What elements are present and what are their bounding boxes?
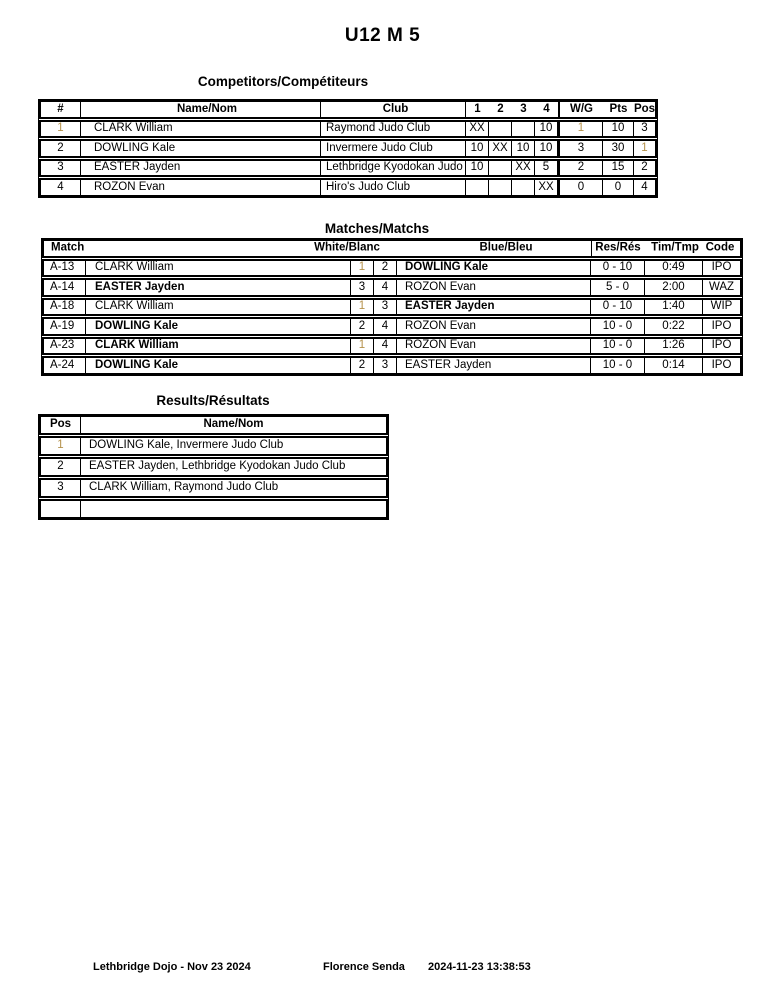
competitor-number-cell: 2 bbox=[41, 141, 81, 156]
result-pos-cell: 3 bbox=[41, 480, 81, 496]
round-1-cell: 10 bbox=[466, 161, 489, 176]
competitor-row bbox=[39, 139, 657, 158]
round-3-cell bbox=[512, 122, 535, 137]
time-cell: 1:26 bbox=[645, 339, 703, 354]
match-row bbox=[42, 356, 742, 375]
blue-number-cell: 4 bbox=[374, 280, 397, 295]
white-number-cell: 1 bbox=[351, 261, 374, 276]
competitors-table bbox=[38, 99, 658, 198]
competitor-row bbox=[39, 159, 657, 178]
round-1-cell bbox=[466, 180, 489, 195]
result-cell: 10 - 0 bbox=[591, 358, 645, 373]
round-4-cell: XX bbox=[535, 180, 558, 195]
header-divider bbox=[591, 241, 592, 256]
white-name-cell: CLARK William bbox=[86, 300, 351, 315]
competitor-club-cell: Lethbridge Kyodokan Judo bbox=[321, 161, 466, 176]
header-round2-cell: 2 bbox=[497, 102, 504, 115]
position-cell: 4 bbox=[641, 180, 648, 193]
result-pos-cell bbox=[41, 501, 81, 517]
result-name-cell: DOWLING Kale, Invermere Judo Club bbox=[89, 439, 284, 452]
blue-number-cell: 3 bbox=[374, 358, 397, 373]
round-2-cell bbox=[489, 122, 512, 137]
competitor-row bbox=[39, 120, 657, 139]
matches-heading: Matches/Matchs bbox=[324, 221, 430, 236]
time-cell: 0:14 bbox=[645, 358, 703, 373]
match-row bbox=[42, 278, 742, 297]
match-row bbox=[42, 259, 742, 278]
competitor-name-cell: EASTER Jayden bbox=[81, 161, 321, 176]
result-cell: 0 - 10 bbox=[591, 261, 645, 276]
blue-name-cell: EASTER Jayden bbox=[397, 358, 591, 373]
round-4-cell: 10 bbox=[535, 141, 558, 156]
match-row bbox=[42, 337, 742, 356]
header-white-cell: White/Blanc bbox=[314, 241, 380, 254]
code-cell: IPO bbox=[711, 261, 732, 273]
code-cell: IPO bbox=[711, 319, 732, 332]
header-result-cell: Res/Rés bbox=[595, 241, 641, 254]
result-name-cell: EASTER Jayden, Lethbridge Kyodokan Judo Club bbox=[89, 460, 346, 473]
matches-table bbox=[41, 238, 743, 376]
round-2-cell bbox=[489, 180, 512, 195]
round-1-cell: 10 bbox=[466, 141, 489, 156]
wins-cell: 1 bbox=[558, 122, 603, 137]
result-pos-cell: 1 bbox=[41, 438, 81, 454]
footer-timestamp: 2024-11-23 13:38:53 bbox=[428, 961, 531, 973]
result-row bbox=[39, 457, 388, 477]
code-cell: WAZ bbox=[708, 280, 735, 293]
white-number-cell: 1 bbox=[351, 300, 374, 315]
result-cell: 10 - 0 bbox=[591, 319, 645, 334]
time-cell: 2:00 bbox=[645, 280, 703, 295]
competitor-name-cell: ROZON Evan bbox=[81, 180, 321, 195]
match-id-cell: A-19 bbox=[44, 319, 86, 334]
results-header-row bbox=[39, 415, 388, 435]
time-cell: 0:49 bbox=[645, 261, 703, 276]
position-cell: 3 bbox=[641, 122, 648, 135]
round-4-cell: 10 bbox=[535, 122, 558, 137]
header-pos-cell: Pos bbox=[41, 417, 81, 433]
results-heading: Results/Résultats bbox=[156, 393, 270, 408]
results-table bbox=[38, 414, 389, 520]
white-name-cell: CLARK William bbox=[86, 261, 351, 276]
round-4-cell: 5 bbox=[535, 161, 558, 176]
code-cell: WIP bbox=[710, 300, 733, 312]
blue-name-cell: EASTER Jayden bbox=[397, 300, 591, 315]
time-cell: 1:40 bbox=[645, 300, 703, 315]
wins-cell: 2 bbox=[558, 161, 603, 176]
header-code-cell: Code bbox=[705, 241, 735, 254]
blue-number-cell: 3 bbox=[374, 300, 397, 315]
footer-venue-date: Lethbridge Dojo - Nov 23 2024 bbox=[93, 961, 251, 973]
white-name-cell: CLARK William bbox=[86, 339, 351, 354]
round-2-cell: XX bbox=[489, 141, 512, 156]
result-cell: 5 - 0 bbox=[591, 280, 645, 295]
competitor-club-cell: Invermere Judo Club bbox=[321, 141, 466, 156]
match-id-cell: A-18 bbox=[44, 300, 86, 315]
match-id-cell: A-24 bbox=[44, 358, 86, 373]
blue-number-cell: 4 bbox=[374, 339, 397, 354]
header-round3-cell: 3 bbox=[520, 102, 527, 115]
white-number-cell: 2 bbox=[351, 358, 374, 373]
points-cell: 0 bbox=[603, 180, 634, 195]
round-3-cell: XX bbox=[512, 161, 535, 176]
code-cell: IPO bbox=[711, 358, 732, 371]
header-time-cell: Tim/Tmp bbox=[651, 241, 699, 254]
code-cell: IPO bbox=[711, 339, 732, 351]
header-round1-cell: 1 bbox=[474, 102, 481, 115]
result-row bbox=[39, 478, 388, 498]
match-id-cell: A-13 bbox=[44, 261, 86, 276]
header-match-cell: Match bbox=[51, 241, 85, 254]
round-1-cell: XX bbox=[466, 122, 489, 137]
footer-operator: Florence Senda bbox=[323, 961, 405, 973]
header-pos-cell: Pos bbox=[634, 102, 655, 115]
result-row bbox=[39, 499, 388, 519]
white-number-cell: 1 bbox=[351, 339, 374, 354]
wins-cell: 3 bbox=[558, 141, 603, 156]
header-wg-cell: W/G bbox=[558, 102, 603, 117]
header-club-cell: Club bbox=[321, 102, 466, 117]
competitor-club-cell: Hiro's Judo Club bbox=[321, 180, 466, 195]
result-name-cell bbox=[81, 501, 386, 517]
header-pts-cell: Pts bbox=[609, 102, 628, 115]
blue-number-cell: 2 bbox=[374, 261, 397, 276]
result-name-cell: CLARK William, Raymond Judo Club bbox=[89, 481, 279, 494]
white-number-cell: 2 bbox=[351, 319, 374, 334]
round-3-cell: 10 bbox=[512, 141, 535, 156]
header-round4-cell: 4 bbox=[543, 102, 550, 115]
competitors-heading: Competitors/Compétiteurs bbox=[197, 74, 369, 89]
match-row bbox=[42, 317, 742, 336]
header-name-cell: Name/Nom bbox=[203, 418, 264, 431]
result-cell: 10 - 0 bbox=[591, 339, 645, 354]
competitor-club-cell: Raymond Judo Club bbox=[321, 122, 466, 137]
header-number-cell: # bbox=[41, 102, 81, 117]
position-cell: 1 bbox=[641, 141, 648, 154]
round-2-cell bbox=[489, 161, 512, 176]
result-row bbox=[39, 436, 388, 456]
result-pos-cell: 2 bbox=[41, 459, 81, 475]
blue-name-cell: ROZON Evan bbox=[397, 339, 591, 354]
white-name-cell: DOWLING Kale bbox=[86, 319, 351, 334]
match-id-cell: A-14 bbox=[44, 280, 86, 295]
competitor-row bbox=[39, 178, 657, 197]
blue-name-cell: ROZON Evan bbox=[397, 280, 591, 295]
competitor-name-cell: CLARK William bbox=[81, 122, 321, 137]
wins-cell: 0 bbox=[558, 180, 603, 195]
round-3-cell bbox=[512, 180, 535, 195]
matches-header-row bbox=[42, 239, 742, 258]
competitor-number-cell: 4 bbox=[41, 180, 81, 195]
result-cell: 0 - 10 bbox=[591, 300, 645, 315]
competitor-number-cell: 1 bbox=[41, 122, 81, 137]
points-cell: 10 bbox=[603, 122, 634, 137]
points-cell: 30 bbox=[603, 141, 634, 156]
blue-name-cell: ROZON Evan bbox=[397, 319, 591, 334]
points-cell: 15 bbox=[603, 161, 634, 176]
blue-number-cell: 4 bbox=[374, 319, 397, 334]
header-name-cell: Name/Nom bbox=[81, 102, 321, 117]
header-blue-cell: Blue/Bleu bbox=[479, 241, 533, 254]
blue-name-cell: DOWLING Kale bbox=[397, 261, 591, 276]
time-cell: 0:22 bbox=[645, 319, 703, 334]
competitor-name-cell: DOWLING Kale bbox=[81, 141, 321, 156]
match-id-cell: A-23 bbox=[44, 339, 86, 354]
page-title: U12 M 5 bbox=[344, 25, 421, 46]
competitors-header-row bbox=[39, 100, 657, 119]
white-number-cell: 3 bbox=[351, 280, 374, 295]
position-cell: 2 bbox=[641, 161, 648, 174]
match-row bbox=[42, 298, 742, 317]
competitor-number-cell: 3 bbox=[41, 161, 81, 176]
white-name-cell: DOWLING Kale bbox=[86, 358, 351, 373]
white-name-cell: EASTER Jayden bbox=[86, 280, 351, 295]
